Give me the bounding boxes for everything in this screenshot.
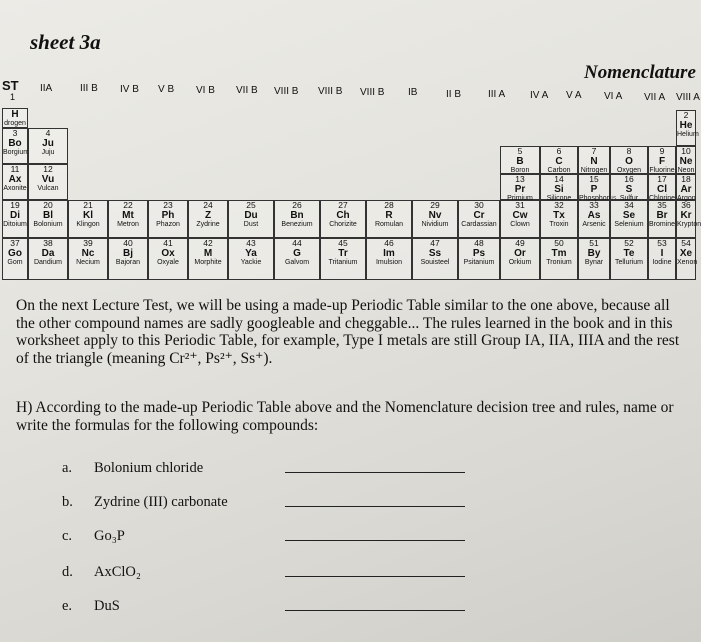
answer-line[interactable] (285, 506, 465, 507)
element-symbol: Ar (680, 184, 692, 195)
group-header: VIII B (318, 86, 343, 97)
element-cell (500, 146, 540, 174)
element-cell (500, 174, 540, 200)
element-name: Arsenic (582, 221, 606, 228)
element-symbol: Tx (553, 210, 565, 221)
question-text: AxClO₂ (94, 564, 141, 580)
atomic-number: 8 (626, 146, 632, 156)
element-symbol: Da (41, 248, 55, 259)
atomic-number: 13 (515, 174, 525, 184)
element-cell (610, 238, 648, 280)
element-name: Yackie (240, 259, 262, 266)
question-item (62, 494, 228, 511)
atomic-number: 26 (292, 200, 302, 210)
element-cell (366, 238, 412, 280)
element-name: Psitanium (463, 259, 495, 266)
element-cell (578, 174, 617, 202)
atomic-number: 27 (338, 200, 348, 210)
question-item (62, 564, 141, 581)
element-name: Nividium (421, 221, 449, 228)
element-symbol: R (385, 210, 393, 221)
element-name: Morphite (194, 259, 222, 266)
element-symbol: Nc (81, 248, 95, 259)
element-name: Juju (41, 149, 55, 156)
element-symbol: Im (383, 248, 395, 259)
element-cell (540, 200, 578, 238)
element-symbol: Z (204, 210, 212, 221)
atomic-number: 53 (657, 238, 667, 248)
element-symbol: Cl (657, 184, 667, 195)
question-text: Zydrine (III) carbonate (94, 494, 228, 510)
atomic-number: 36 (681, 200, 691, 210)
element-cell (412, 200, 458, 238)
element-cell (500, 238, 540, 280)
atomic-number: 16 (624, 174, 634, 184)
element-symbol: Ya (245, 248, 257, 259)
element-symbol: M (203, 248, 213, 259)
element-symbol: Bl (43, 210, 53, 221)
atomic-number: 47 (430, 238, 440, 248)
atomic-number: 22 (123, 200, 133, 210)
atomic-number: 45 (338, 238, 348, 248)
element-symbol: Br (656, 210, 668, 221)
atomic-number: 24 (203, 200, 213, 210)
element-cell (648, 200, 676, 238)
element-cell (458, 238, 500, 280)
element-cell (68, 200, 108, 238)
element-name: Axonite (3, 185, 27, 192)
element-name: Phosphorus (579, 195, 617, 202)
element-name: Chlorine (649, 195, 676, 202)
atomic-number: 38 (43, 238, 53, 248)
atomic-number: 46 (384, 238, 394, 248)
atomic-number: 34 (624, 200, 634, 210)
element-cell (2, 200, 28, 238)
element-name: Silicone (546, 195, 572, 202)
element-name: Tritanium (328, 259, 358, 266)
element-name: Borgium (3, 149, 30, 156)
element-name: Krypton (677, 221, 701, 228)
element-symbol: Vu (41, 174, 55, 185)
element-symbol: Mt (122, 210, 134, 221)
element-cell (274, 238, 320, 280)
atomic-number: 14 (554, 174, 564, 184)
question-text: DuS (94, 598, 120, 614)
atomic-number: 28 (384, 200, 394, 210)
atomic-number: 12 (43, 164, 53, 174)
element-name: Clown (510, 221, 530, 228)
atomic-number: 5 (517, 146, 523, 156)
answer-line[interactable] (285, 540, 465, 541)
atomic-number: 25 (246, 200, 256, 210)
element-name: Fluorine (649, 167, 675, 174)
question-item (62, 598, 120, 615)
element-symbol: Ne (679, 156, 693, 167)
element-name: Metron (117, 221, 139, 228)
atomic-number: 44 (292, 238, 302, 248)
element-name: Klingon (76, 221, 100, 228)
element-name: Argon (677, 195, 696, 202)
element-cell (648, 174, 676, 200)
element-name: Bolonium (33, 221, 63, 228)
group-header: VII A (644, 92, 666, 103)
element-symbol: Pr (514, 184, 526, 195)
element-symbol: Ju (42, 138, 54, 149)
element-name: Bynar (584, 259, 604, 266)
answer-line[interactable] (285, 610, 465, 611)
element-name: Vulcan (37, 185, 59, 192)
stamp-label: ST (2, 78, 19, 93)
atomic-number: 42 (203, 238, 213, 248)
element-cell (2, 128, 28, 164)
element-cell (676, 146, 696, 174)
element-symbol: Or (514, 248, 526, 259)
element-name: Troxin (549, 221, 569, 228)
question-label: a. (62, 460, 73, 476)
atomic-number: 29 (430, 200, 440, 210)
element-name: Chorizite (329, 221, 357, 228)
element-cell (68, 238, 108, 280)
element-name: Imulsion (375, 259, 403, 266)
group-header: VII B (236, 85, 258, 96)
group-header: VI B (196, 85, 215, 96)
instructions-paragraph: On the next Lecture Test, we will be using a made-up Periodic Table similar to the one above, because all the other compound names are sadly googleable and cheggable... The rules learned in the book and in this worksheet apply to this Periodic Table, for example, Type I metals are still Group IA, IIA, IIIA and the rest of the triangle (meaning Cr²⁺, Ps²⁺, Ss⁺). (16, 297, 680, 367)
element-symbol: N (590, 156, 598, 167)
element-name: Helium (677, 131, 699, 138)
atomic-number: 39 (83, 238, 93, 248)
element-name: Phazon (156, 221, 180, 228)
atomic-number: 37 (10, 238, 20, 248)
element-symbol: Ch (336, 210, 350, 221)
element-cell (28, 164, 68, 200)
element-name: Sulfur (619, 195, 639, 202)
element-symbol: Cw (512, 210, 528, 221)
element-cell (108, 200, 148, 238)
element-name: Boron (510, 167, 530, 174)
element-name: Primium (507, 195, 533, 202)
element-symbol: Du (244, 210, 258, 221)
element-cell (320, 238, 366, 280)
element-symbol: Bo (8, 138, 22, 149)
atomic-number: 41 (163, 238, 173, 248)
atomic-number: 19 (10, 200, 20, 210)
atomic-number: 17 (657, 174, 667, 184)
element-symbol: He (679, 120, 693, 131)
element-symbol: Si (554, 184, 564, 195)
group-header: III B (80, 83, 98, 94)
element-cell (108, 238, 148, 280)
element-symbol: Se (622, 210, 636, 221)
element-symbol: As (587, 210, 601, 221)
element-name: Tellurium (614, 259, 643, 266)
question-label: e. (62, 598, 73, 614)
element-symbol: B (516, 156, 524, 167)
question-label: d. (62, 564, 73, 580)
group-header: VIII B (360, 87, 385, 98)
element-symbol: Kr (680, 210, 692, 221)
element-symbol: Ax (8, 174, 22, 185)
element-name: Neon (677, 167, 695, 174)
element-symbol: Bj (123, 248, 133, 259)
element-cell (578, 200, 610, 238)
element-symbol: Ox (161, 248, 175, 259)
atomic-number: 40 (123, 238, 133, 248)
element-name: Benezium (281, 221, 313, 228)
element-name: Bajoran (115, 259, 141, 266)
element-symbol: F (658, 156, 666, 167)
question-label: c. (62, 528, 73, 544)
element-cell (274, 200, 320, 238)
element-name: Cardassian (461, 221, 497, 228)
element-cell (676, 174, 696, 200)
atomic-number: 30 (474, 200, 484, 210)
element-cell (28, 200, 68, 238)
element-cell (148, 238, 188, 280)
element-symbol: H (11, 109, 19, 120)
group-header: VI A (604, 91, 623, 102)
element-symbol: Go (8, 248, 22, 259)
element-cell (28, 128, 68, 164)
group-header: IV B (120, 84, 139, 95)
element-name: Iodine (652, 259, 672, 266)
element-cell (2, 108, 28, 128)
atomic-number: 50 (554, 238, 564, 248)
element-cell (228, 238, 274, 280)
element-name: Souisteel (420, 259, 450, 266)
element-cell (676, 238, 696, 280)
nomenclature-heading: Nomenclature (584, 62, 696, 83)
element-name: Galvom (284, 259, 310, 266)
element-symbol: Kl (83, 210, 93, 221)
element-cell (676, 110, 699, 146)
group-header: II B (446, 89, 462, 100)
atomic-number: 20 (43, 200, 53, 210)
element-name: Oxygen (616, 167, 642, 174)
element-name: Necium (76, 259, 100, 266)
element-cell (610, 174, 648, 200)
element-cell (2, 164, 28, 200)
element-symbol: I (660, 248, 664, 259)
atomic-number: 23 (163, 200, 173, 210)
element-name: Dandium (33, 259, 62, 266)
atomic-number: 4 (45, 128, 51, 138)
atomic-number: 31 (515, 200, 525, 210)
atomic-number: 51 (589, 238, 599, 248)
element-name: Oxyale (157, 259, 179, 266)
element-cell (676, 200, 701, 238)
element-name: drogen (4, 120, 26, 127)
element-symbol: Ph (161, 210, 175, 221)
atomic-number: 49 (515, 238, 525, 248)
element-symbol: Xe (679, 248, 693, 259)
element-name: Orkium (508, 259, 532, 266)
element-name: Xenon (677, 259, 698, 266)
atomic-number: 18 (681, 174, 691, 184)
group-header: V A (566, 90, 582, 101)
element-cell (320, 200, 366, 238)
answer-line[interactable] (285, 576, 465, 577)
question-label: b. (62, 494, 73, 510)
element-name: Tronium (546, 259, 572, 266)
element-symbol: Nv (428, 210, 442, 221)
atomic-number: 52 (624, 238, 634, 248)
atomic-number: 15 (589, 174, 599, 184)
group-header: IIA (40, 83, 53, 94)
element-symbol: P (590, 184, 598, 195)
element-symbol: C (555, 156, 563, 167)
element-symbol: Ps (472, 248, 486, 259)
element-symbol: Tr (338, 248, 348, 259)
element-cell (228, 200, 274, 238)
atomic-number: 21 (83, 200, 93, 210)
element-symbol: Cr (473, 210, 485, 221)
element-symbol: Te (623, 248, 635, 259)
answer-line[interactable] (285, 472, 465, 473)
element-cell (540, 146, 578, 174)
element-name: Bromine (649, 221, 676, 228)
group-header: IV A (530, 90, 549, 101)
element-symbol: S (625, 184, 633, 195)
element-cell (648, 238, 676, 280)
group-header: IB (408, 87, 418, 98)
atomic-number: 32 (554, 200, 564, 210)
element-symbol: O (625, 156, 633, 167)
group-header: VIII A (676, 92, 700, 103)
atomic-number: 43 (246, 238, 256, 248)
atomic-number: 6 (556, 146, 562, 156)
element-cell (458, 200, 500, 238)
element-name: Selenium (614, 221, 644, 228)
element-symbol: Ss (428, 248, 442, 259)
element-cell (2, 238, 28, 280)
element-cell (540, 174, 578, 200)
element-symbol: Bn (290, 210, 304, 221)
atomic-number: 9 (659, 146, 665, 156)
element-name: Gom (7, 259, 23, 266)
element-name: Romulan (374, 221, 403, 228)
element-name: Nitrogen (580, 167, 608, 174)
element-cell (500, 200, 540, 238)
element-name: Ditoium (3, 221, 27, 228)
worksheet-title: sheet 3a (30, 30, 101, 54)
period-column-label: 1 (10, 92, 16, 102)
element-cell (148, 200, 188, 238)
element-name: Dust (243, 221, 259, 228)
question-item (62, 528, 125, 545)
element-name: Zydrine (196, 221, 220, 228)
element-cell (28, 238, 68, 280)
element-symbol: Di (10, 210, 20, 221)
question-h: H) According to the made-up Periodic Table above and the Nomenclature decision tree and rules, name or write the formulas for the following compounds: (16, 399, 674, 434)
question-item (62, 460, 203, 477)
atomic-number: 2 (683, 110, 689, 120)
element-cell (610, 200, 648, 238)
element-cell (366, 200, 412, 238)
atomic-number: 33 (589, 200, 599, 210)
element-cell (188, 238, 228, 280)
element-symbol: G (293, 248, 301, 259)
element-cell (578, 238, 610, 280)
element-cell (188, 200, 228, 238)
element-symbol: By (587, 248, 601, 259)
group-header: III A (488, 89, 506, 100)
atomic-number: 35 (657, 200, 667, 210)
atomic-number: 10 (681, 146, 691, 156)
atomic-number: 11 (10, 164, 20, 174)
group-header: V B (158, 84, 175, 95)
atomic-number: 3 (12, 128, 18, 138)
element-cell (578, 146, 610, 174)
element-name: Carbon (547, 167, 571, 174)
element-cell (540, 238, 578, 280)
atomic-number: 48 (474, 238, 484, 248)
element-cell (412, 238, 458, 280)
atomic-number: 7 (591, 146, 597, 156)
element-symbol: Tm (551, 248, 567, 259)
element-cell (648, 146, 676, 174)
group-header: VIII B (274, 86, 299, 97)
question-text: Go₃P (94, 528, 125, 544)
atomic-number: 54 (681, 238, 691, 248)
question-text: Bolonium chloride (94, 460, 204, 476)
element-cell (610, 146, 648, 174)
